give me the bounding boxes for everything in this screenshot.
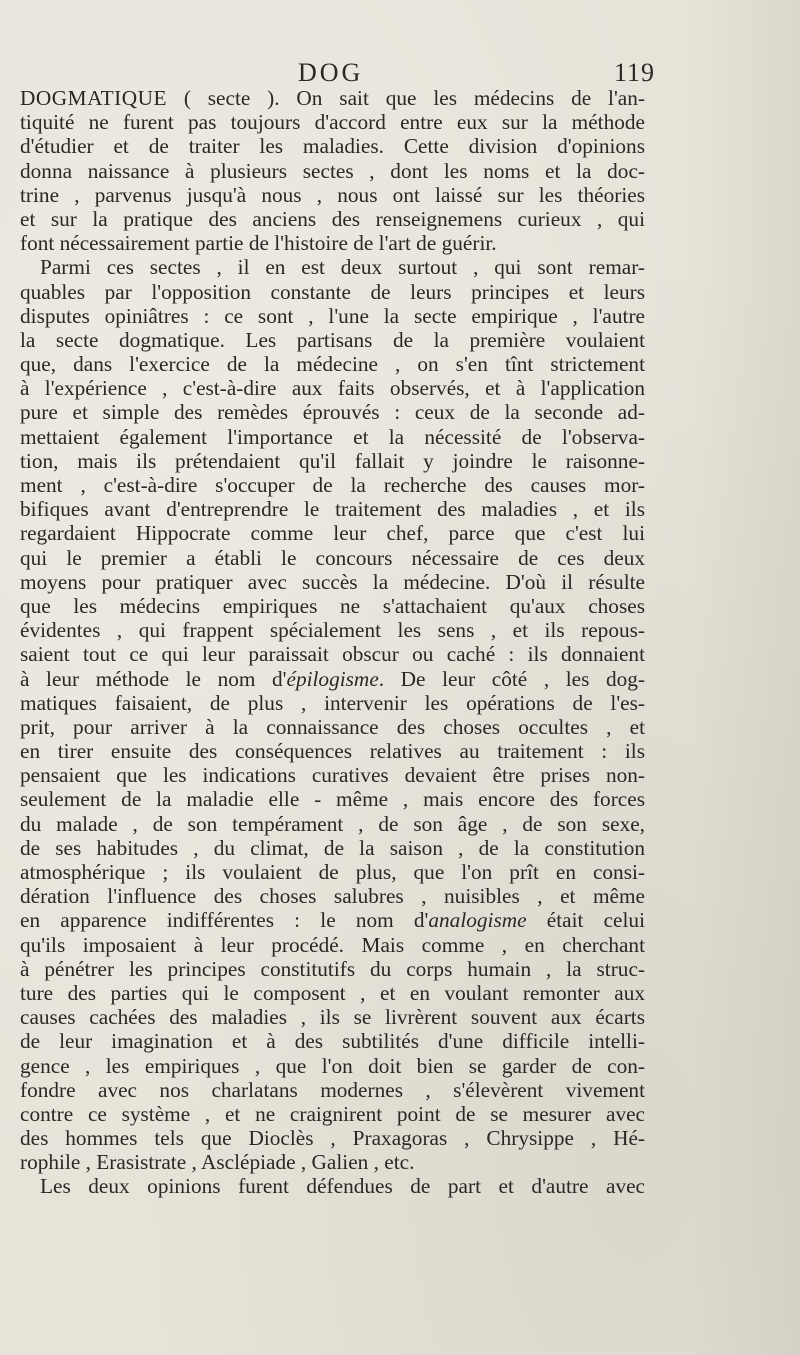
text-line: atmosphérique ; ils voulaient de plus, que l'on prît en consi- [20, 860, 645, 884]
text-line: et sur la pratique des anciens des renseignemens curieux , qui [20, 206, 645, 231]
text-line: que les médecins empiriques ne s'attachaient qu'aux choses [20, 593, 645, 618]
text-line: à leur méthode le nom d'épilogisme. De leur côté , les dog- [20, 666, 645, 691]
text-line: prit, pour arriver à la connaissance des choses occultes , et [20, 714, 645, 739]
text-line: disputes opiniâtres : ce sont , l'une la secte empirique , l'autre [20, 303, 645, 328]
text-line: qu'ils imposaient à leur procédé. Mais comme , en cherchant [20, 932, 645, 957]
text-line: pure et simple des remèdes éprouvés : ceux de la seconde ad- [20, 400, 645, 425]
text-line: gence , les empiriques , que l'on doit bien se garder de con- [20, 1053, 645, 1078]
text-line: évidentes , qui frappent spécialement les sens , et ils repous- [20, 618, 645, 643]
text-line: Parmi ces sectes , il en est deux surtout , qui sont remar- [40, 255, 645, 280]
text-line: en tirer ensuite des conséquences relatives au traitement : ils [20, 739, 645, 764]
text-line: la secte dogmatique. Les partisans de la première voulaient [20, 327, 645, 352]
running-title: DOG [298, 58, 364, 87]
text-line: quables par l'opposition constante de leurs principes et leurs [20, 279, 645, 304]
text-line: causes cachées des maladies , ils se livrèrent souvent aux écarts [20, 1005, 645, 1030]
text-line: seulement de la maladie elle - même , mais encore des forces [20, 787, 645, 812]
text-line: ture des parties qui le composent , et en voulant remonter aux [20, 980, 645, 1005]
text-line: contre ce système , et ne craignirent point de se mesurer avec [20, 1101, 645, 1126]
text-line: tion, mais ils prétendaient qu'il fallait y joindre le raisonne- [20, 448, 645, 473]
text-line: matiques faisaient, de plus , intervenir les opérations de l'es- [20, 690, 645, 715]
text-line: ment , c'est-à-dire s'occuper de la recherche des causes mor- [20, 473, 645, 497]
italic-term: épilogisme [286, 666, 379, 691]
text-line: des hommes tels que Dioclès , Praxagoras , Chrysippe , Hé- [20, 1126, 645, 1151]
text-line: dération l'influence des choses salubres , nuisibles , et même [20, 884, 645, 909]
text-line: tiquité ne furent pas toujours d'accord entre eux sur la méthode [20, 110, 645, 135]
text-line: rophile , Erasistrate , Asclépiade , Galien , etc. [20, 1150, 415, 1175]
text-line: moyens pour pratiquer avec succès la médecine. D'où il résulte [20, 569, 645, 594]
text-line: trine , parvenus jusqu'à nous , nous ont laissé sur les théories [20, 182, 645, 207]
text-line: fondre avec nos charlatans modernes , s'élevèrent vivement [20, 1077, 645, 1102]
text-line: saient tout ce qui leur paraissait obscur ou caché : ils donnaient [20, 642, 645, 667]
body-text [20, 86, 645, 1199]
text-line: d'étudier et de traiter les maladies. Cette division d'opinions [20, 134, 645, 159]
page-edge-shadow [690, 0, 800, 1355]
text-line: à pénétrer les principes constitutifs du corps humain , la struc- [20, 956, 645, 981]
text-line: donna naissance à plusieurs sectes , dont les noms et la doc- [20, 158, 645, 183]
text-line: mettaient également l'importance et la nécessité de l'observa- [20, 424, 645, 449]
entry-headword: DOGMATIQUE [20, 86, 167, 110]
page-number: 119 [614, 58, 656, 87]
text-line: DOGMATIQUE ( secte ). On sait que les médecins de l'an- [20, 86, 645, 110]
text-line: bifiques avant d'entreprendre le traitement des maladies , et ils [20, 497, 645, 522]
text-line: regardaient Hippocrate comme leur chef, parce que c'est lui [20, 521, 645, 546]
text-line: font nécessairement partie de l'histoire de l'art de guérir. [20, 231, 497, 256]
text-line: en apparence indifférentes : le nom d'analogisme était celui [20, 908, 645, 933]
text-line: que, dans l'exercice de la médecine , on s'en tînt strictement [20, 352, 645, 377]
text-line: de ses habitudes , du climat, de la saison , de la constitution [20, 835, 645, 860]
italic-term: analogisme [428, 908, 527, 933]
text-line: qui le premier a établi le concours nécessaire de ces deux [20, 545, 645, 570]
text-line: pensaient que les indications curatives devaient être prises non- [20, 763, 645, 788]
text-line: du malade , de son tempérament , de son âge , de son sexe, [20, 811, 645, 836]
text-line: Les deux opinions furent défendues de part et d'autre avec [40, 1174, 645, 1199]
text-line: à l'expérience , c'est-à-dire aux faits observés, et à l'application [20, 376, 645, 401]
text-line: de leur imagination et à des subtilités d'une difficile intelli- [20, 1029, 645, 1054]
